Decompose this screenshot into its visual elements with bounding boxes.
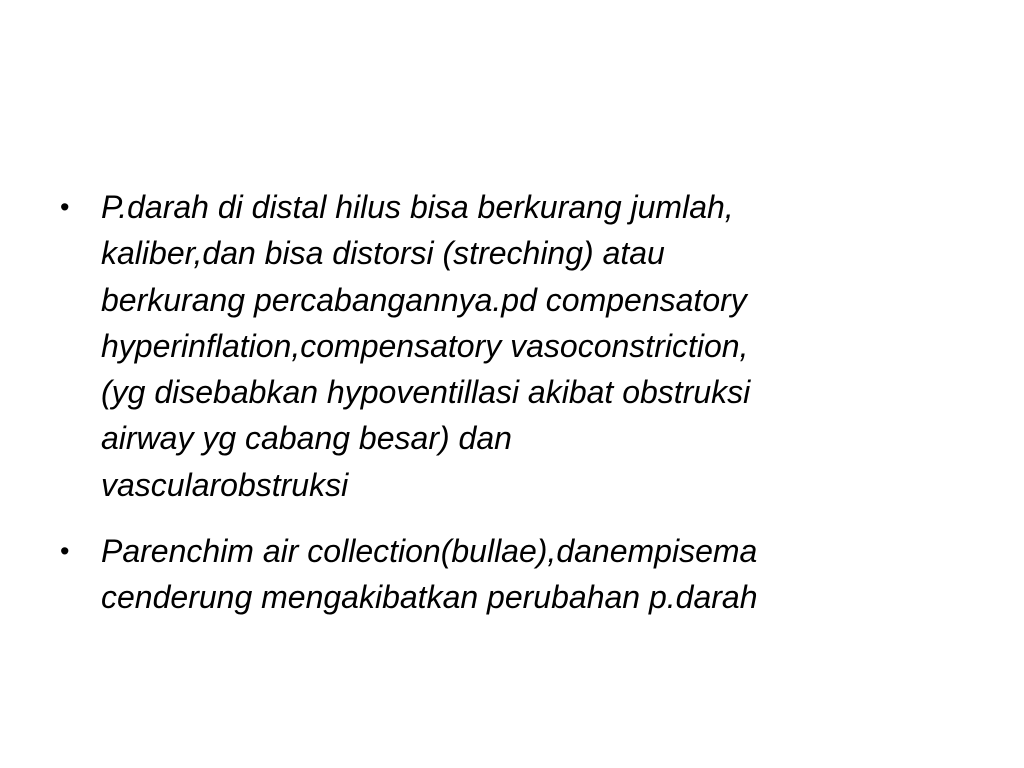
bullet-item-blood-vessels [60,184,970,508]
bullet-text: P.darah di distal hilus bisa berkurang jumlah, kaliber,dan bisa distorsi (streching) atau berkurang percabangannya.pd compensatory hyperinflation,compensatory vasoconstriction, (yg disebabkan hypoventillasi akibat obstruksi airway yg cabang besar) dan vascularobstruksi [101,189,751,503]
bullet-marker: • [60,536,70,567]
bullet-marker: • [60,192,70,222]
bullet-item-parenchyma [60,528,970,621]
bullet-list [60,184,970,641]
bullet-text: Parenchim air collection(bullae),danempisema cenderung mengakibatkan perubahan p.darah [101,533,758,616]
